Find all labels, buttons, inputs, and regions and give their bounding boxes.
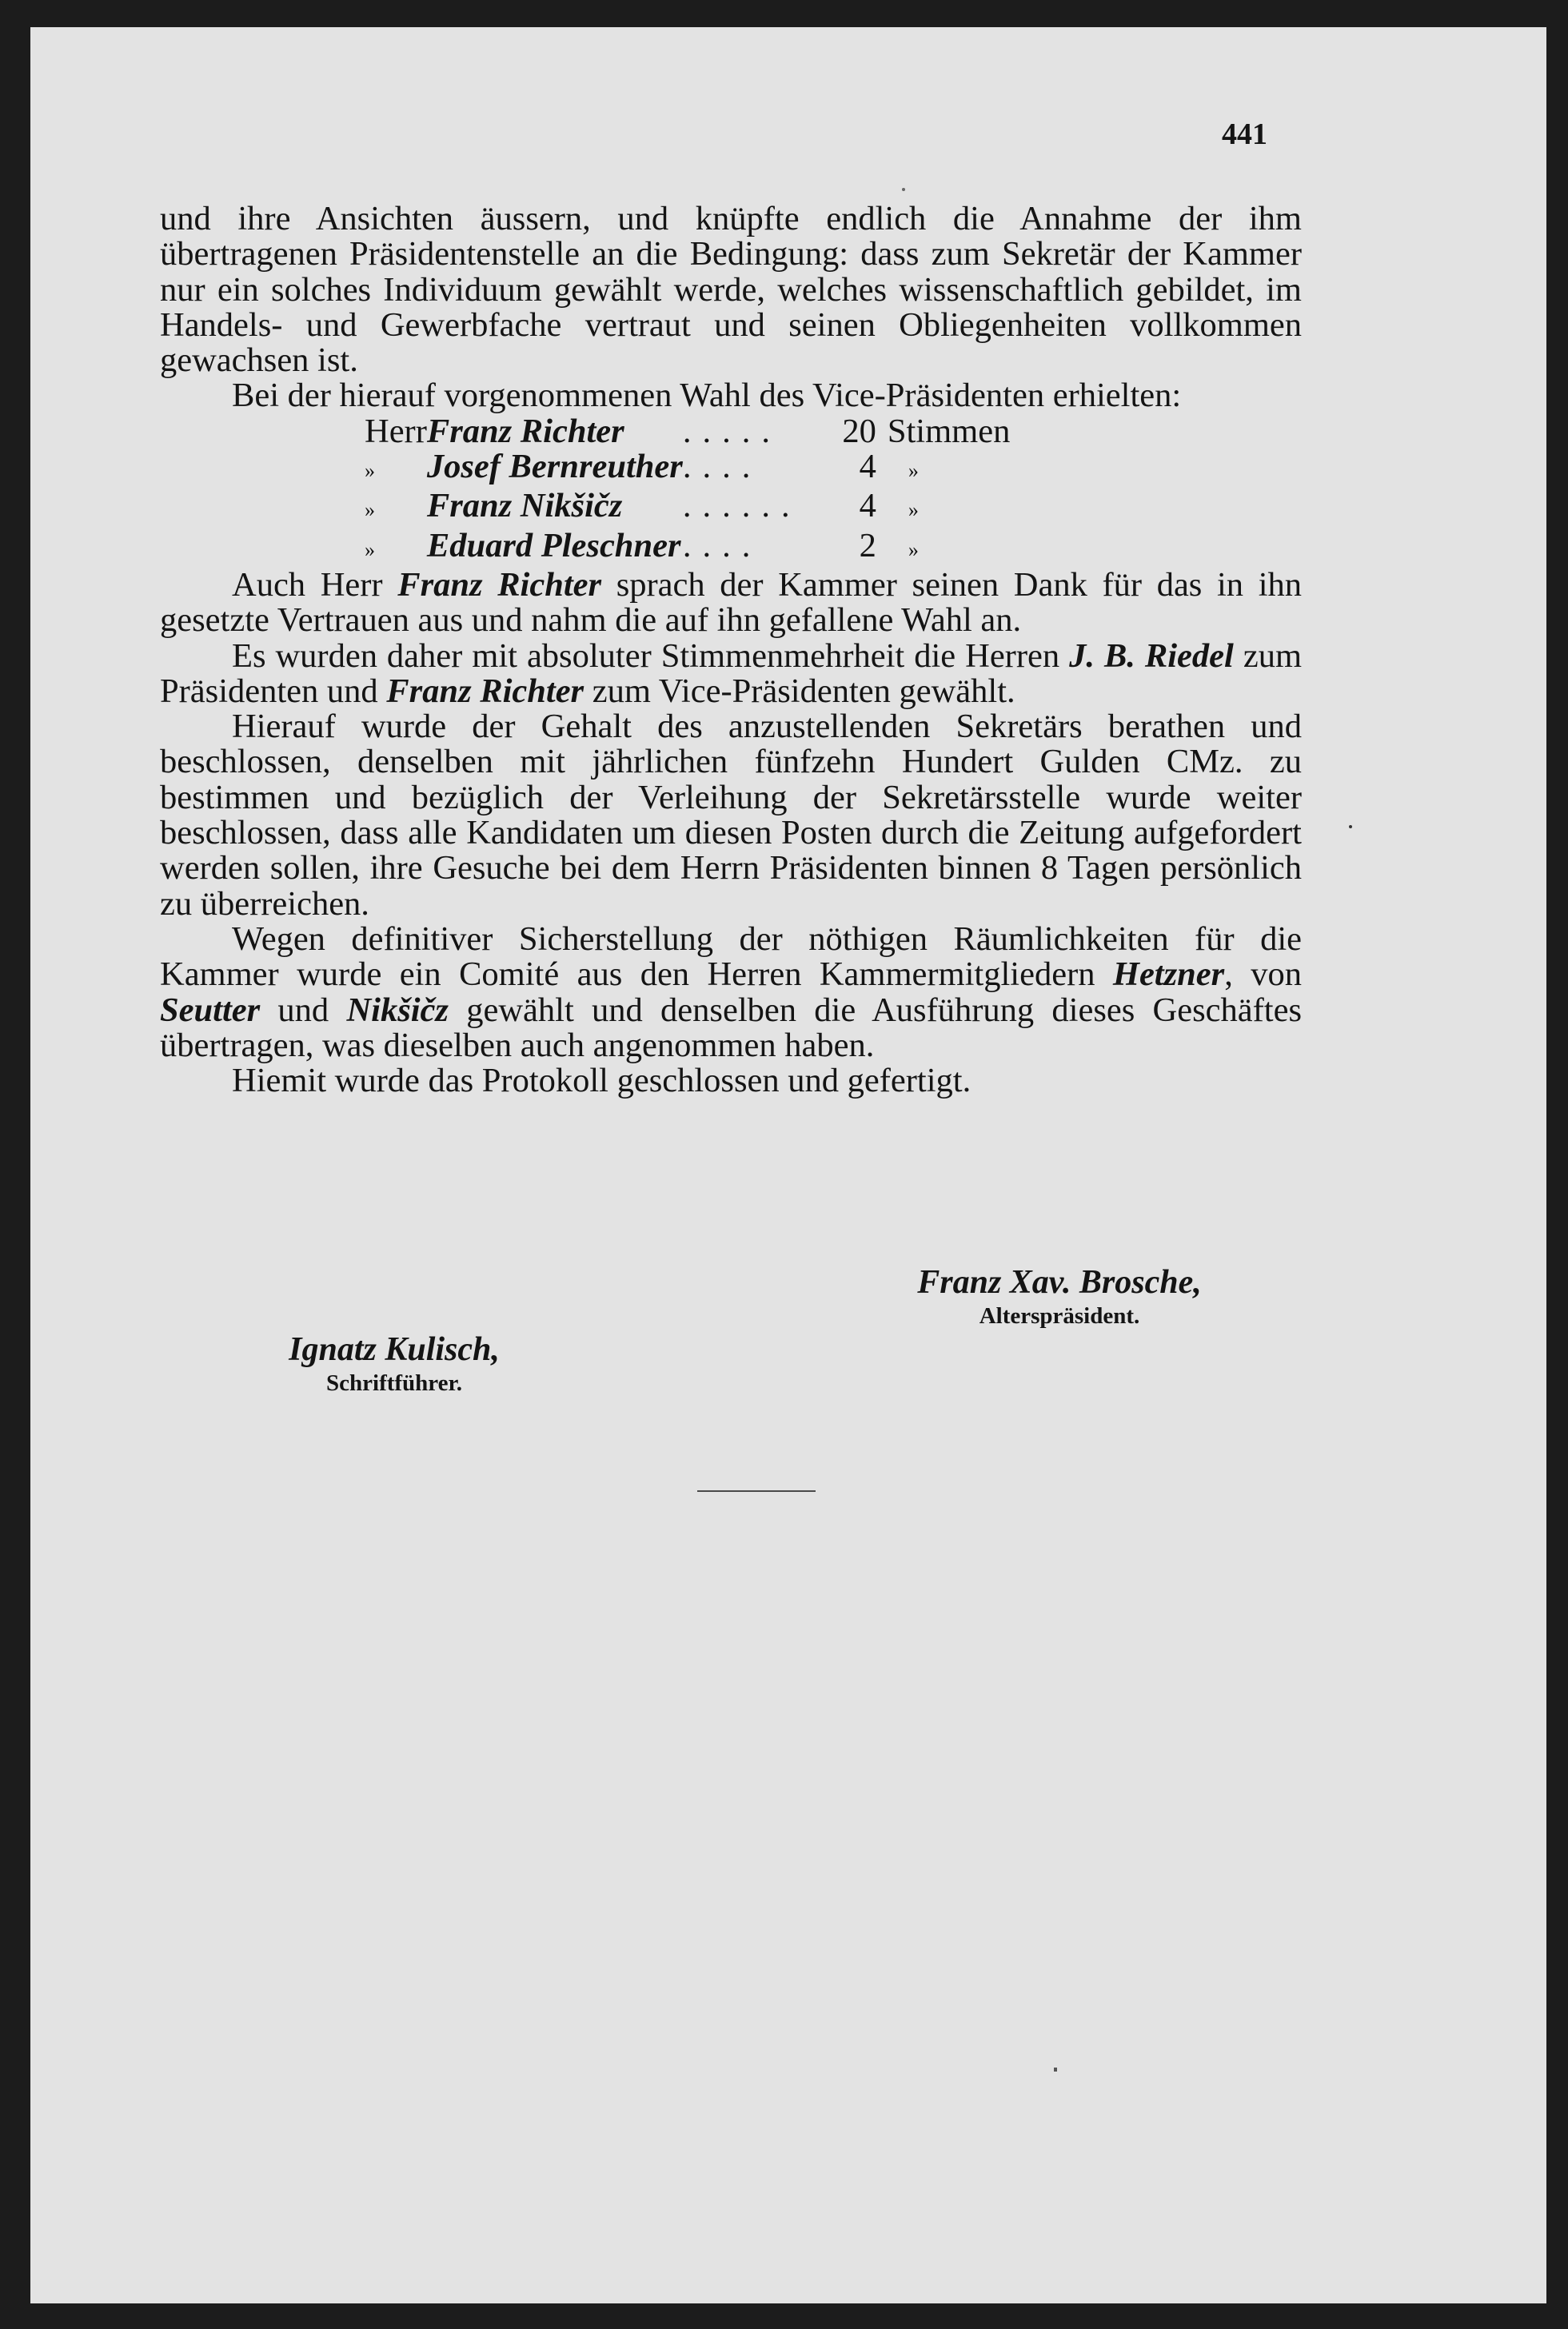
signature-role: Schriftführer. xyxy=(326,1370,462,1396)
vote-unit: » xyxy=(908,459,919,483)
vote-unit: » xyxy=(908,498,919,522)
candidate-name: Franz Richter xyxy=(426,412,624,450)
vote-unit: » xyxy=(908,537,919,561)
vote-row xyxy=(365,414,1010,449)
text-run: Wegen definitiver Sicherstellung der nöthigen Räumlichkeiten für die Kammer wurde ein Comité aus den Herren Kammermitgliedern xyxy=(160,919,1302,994)
paragraph-3 xyxy=(160,565,1303,640)
paragraph-5: Hierauf wurde der Gehalt des anzustellenden Sekretärs berathen und beschlossen, denselben mit jährlichen fünfzehn Hundert Gulden CMz. zu bestimmen und bezüglich der Verleihung der Sekretärsstelle wurde weiter beschlossen, dass alle Kandidaten um diesen Posten durch die Zeitung aufgefordert werden sollen, ihre Gesuche bei dem Herrn Präsidenten binnen 8 Tagen persönlich zu überreichen. xyxy=(160,708,1302,923)
person-name: Hetzner xyxy=(1112,955,1225,994)
speck-mark xyxy=(1054,2068,1057,2072)
body-text xyxy=(160,201,1302,1099)
vote-row xyxy=(365,528,1010,568)
candidate-name: Franz Nikšičz xyxy=(426,487,623,525)
text-run: zum Präsidenten und xyxy=(160,636,1303,710)
paragraph-2: Bei der hierauf vorgenommenen Wahl des Vice-Präsidenten erhielten: xyxy=(232,377,1182,415)
text-run: und xyxy=(260,991,347,1029)
page-number: 441 xyxy=(1222,118,1267,151)
vote-count: 4 xyxy=(859,448,876,486)
vote-prefix: » xyxy=(365,498,375,522)
person-name: Nikšičz xyxy=(346,991,449,1029)
paragraph-7: Hiemit wurde das Protokoll geschlossen und gefertigt. xyxy=(232,1062,972,1100)
speck-mark xyxy=(902,188,905,191)
person-name: Franz Richter xyxy=(386,672,585,710)
vote-count: 4 xyxy=(859,487,876,525)
vote-prefix: » xyxy=(365,537,375,561)
vote-unit: Stimmen xyxy=(887,412,1011,450)
leader-dots: ..... xyxy=(682,412,781,450)
paragraph-6 xyxy=(160,919,1302,1064)
leader-dots: .... xyxy=(682,526,762,564)
candidate-name: Eduard Pleschner xyxy=(426,526,681,564)
text-run: Auch Herr xyxy=(232,565,398,604)
text-run: zum Vice-Präsidenten gewählt. xyxy=(584,672,1015,710)
vote-row xyxy=(365,449,1010,489)
vote-count: 2 xyxy=(859,526,876,564)
vote-results-table xyxy=(365,414,1010,568)
vote-count: 20 xyxy=(842,412,876,450)
leader-dots: ...... xyxy=(682,487,801,525)
leader-dots: .... xyxy=(682,448,762,486)
vote-row xyxy=(365,489,1010,528)
text-run: sprach der Kammer seinen Dank für das in ihn gesetzte Vertrauen aus und nahm die auf ihn gefallene Wahl an. xyxy=(160,565,1303,640)
vote-prefix: Herr xyxy=(365,412,427,450)
signature-name: Ignatz Kulisch, xyxy=(289,1331,500,1368)
signature-schriftfuehrer xyxy=(262,1330,526,1397)
person-name: Franz Richter xyxy=(397,565,602,604)
text-run: , von xyxy=(1224,955,1302,994)
paragraph-1: und ihre Ansichten äussern, und knüpfte endlich die Annahme der ihm übertragenen Präsidentenstelle an die Bedingung: dass zum Sekretär der Kammer nur ein solches Individuum gewählt werde, welches wissenschaftlich gebildet, im Handels- und Gewerbfache vertraut und seinen Obliegenheiten vollkommen gewachsen ist. xyxy=(160,200,1302,380)
document-page xyxy=(30,27,1546,2303)
vote-prefix: » xyxy=(365,459,375,483)
text-run: Es wurden daher mit absoluter Stimmenmehrheit die Herren xyxy=(232,636,1070,675)
person-name: J. B. Riedel xyxy=(1069,636,1234,675)
text-run: gewählt und denselben die Ausführung dieses Geschäftes übertragen, was dieselben auch angenommen haben. xyxy=(160,991,1302,1064)
signature-name: Franz Xav. Brosche, xyxy=(917,1264,1202,1301)
speck-mark xyxy=(1349,825,1352,828)
paragraph-4 xyxy=(160,636,1303,710)
person-name: Seutter xyxy=(160,991,261,1029)
signature-alterspraesident xyxy=(888,1263,1231,1330)
candidate-name: Josef Bernreuther xyxy=(426,448,683,486)
section-divider xyxy=(697,1490,816,1492)
signature-role: Alterspräsident. xyxy=(979,1303,1140,1329)
